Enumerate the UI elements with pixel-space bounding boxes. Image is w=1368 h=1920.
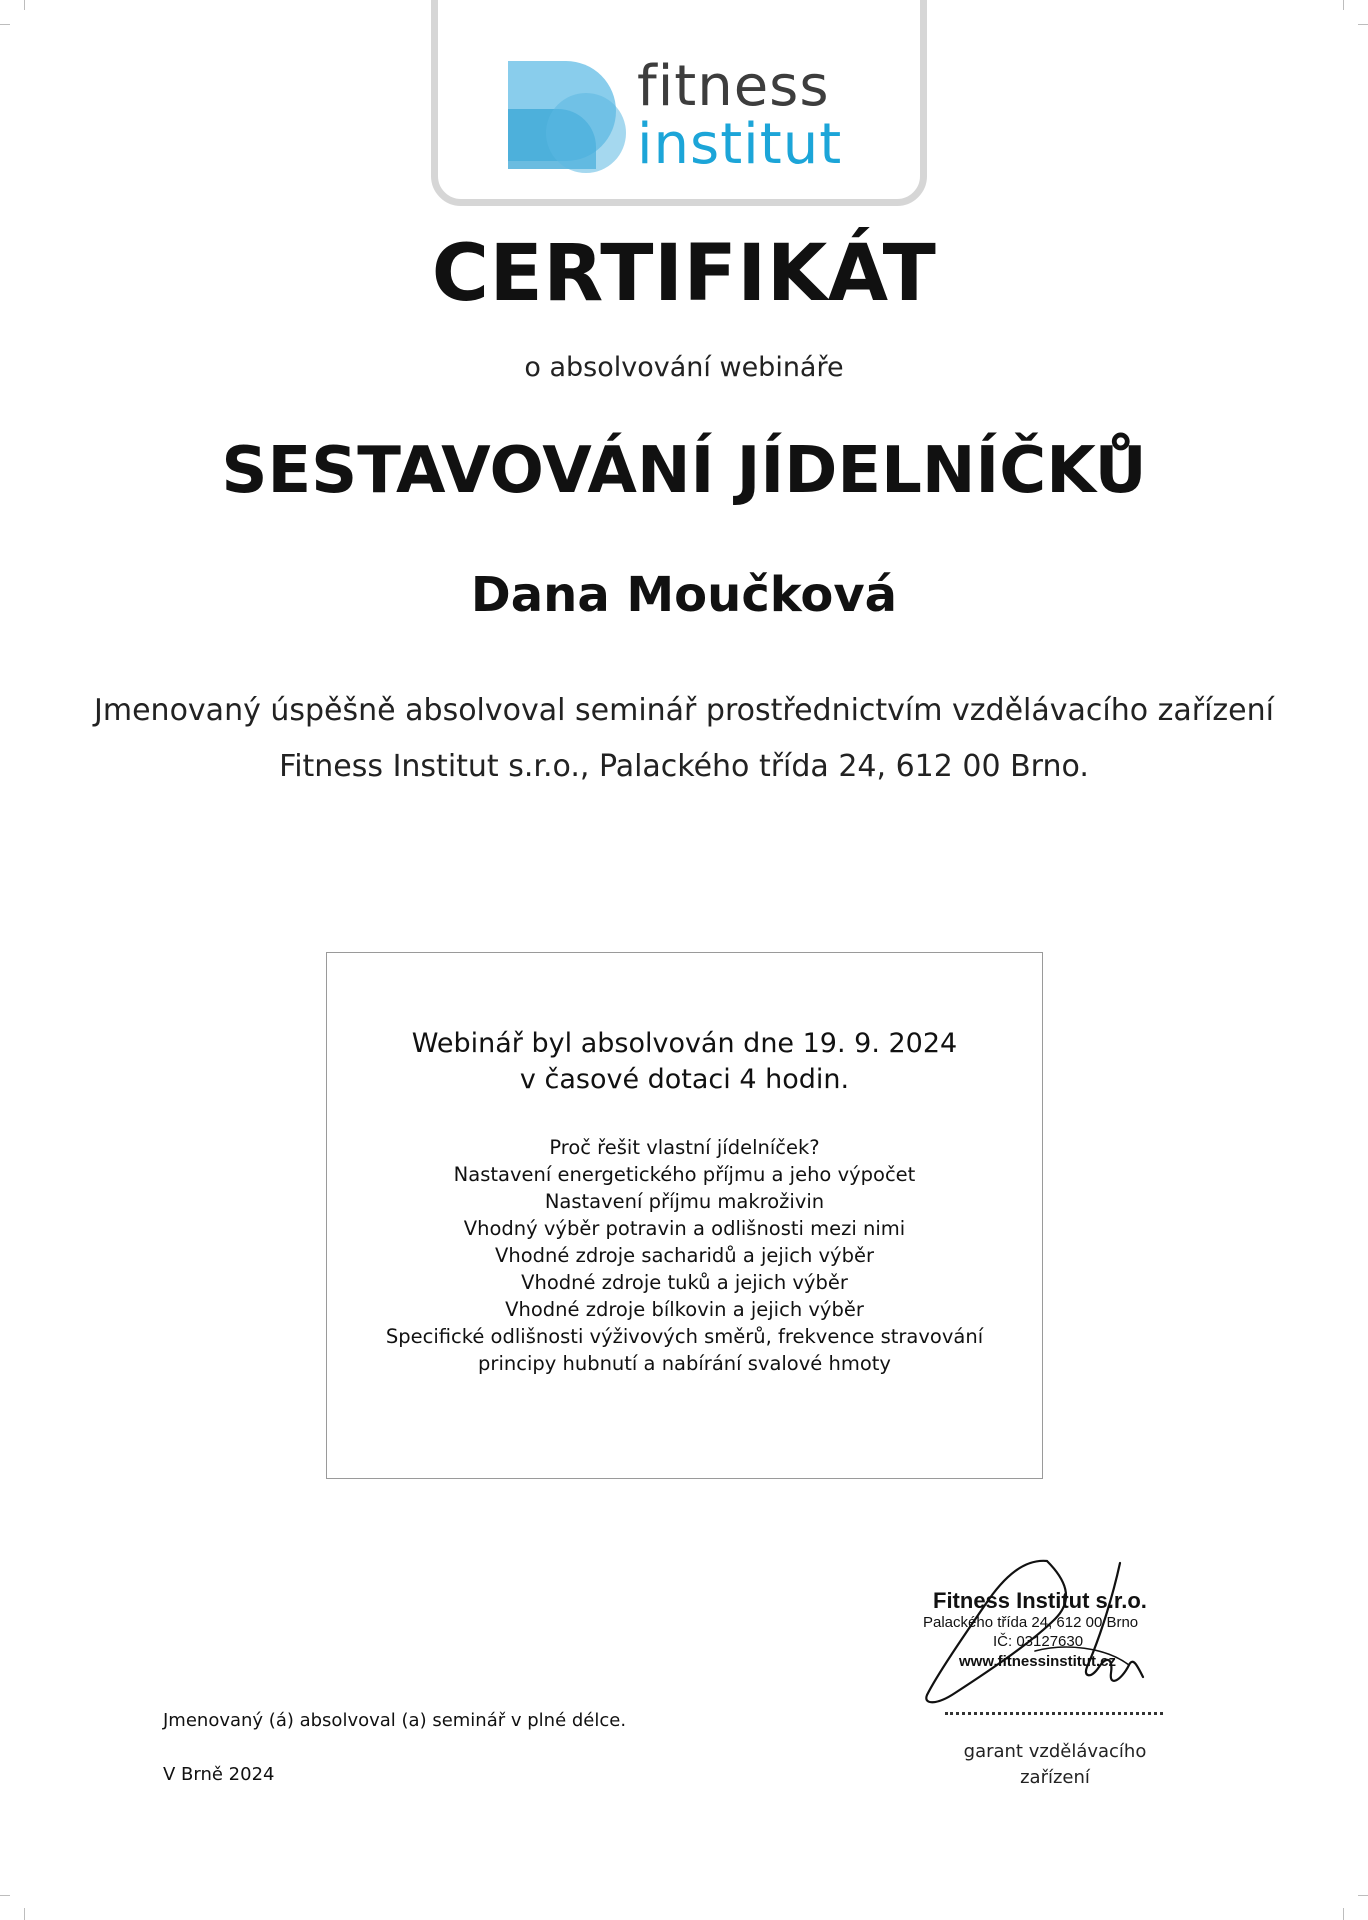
topic-item: Vhodné zdroje sacharidů a jejich výběr bbox=[495, 1244, 874, 1267]
topic-item: Vhodné zdroje bílkovin a jejich výběr bbox=[505, 1298, 864, 1321]
recipient-name: Dana Moučková bbox=[470, 567, 898, 623]
guarantor-caption-line-2: zařízení bbox=[1020, 1767, 1090, 1788]
topic-item: Vhodný výběr potravin a odlišnosti mezi nimi bbox=[463, 1217, 906, 1240]
guarantor-caption bbox=[940, 1739, 1170, 1791]
certificate-subtitle: o absolvování webináře bbox=[524, 352, 844, 383]
description-line-2: Fitness Institut s.r.o., Palackého třída 24, 612 00 Brno. bbox=[279, 749, 1089, 784]
topic-item: Specifické odlišnosti výživových směrů, frekvence stravování bbox=[385, 1325, 984, 1348]
logo-frame bbox=[431, 0, 927, 206]
course-name: SESTAVOVÁNÍ JÍDELNÍČKŮ bbox=[221, 434, 1147, 508]
topic-item: Vhodné zdroje tuků a jejich výběr bbox=[521, 1271, 848, 1294]
stamp-company-id: IČ: 03127630 bbox=[993, 1633, 1084, 1650]
logo-word-institut: institut bbox=[637, 112, 843, 177]
signature-line bbox=[945, 1712, 1163, 1715]
description-line-1: Jmenovaný úspěšně absolvoval seminář prostřednictvím vzdělávacího zařízení bbox=[94, 693, 1274, 728]
crop-mark-bottom-right-h bbox=[1358, 1895, 1368, 1896]
company-stamp bbox=[915, 1555, 1175, 1705]
crop-mark-bottom-left-v bbox=[24, 1908, 25, 1920]
logo-word-fitness: fitness bbox=[637, 54, 830, 119]
crop-mark-top-left-h bbox=[0, 24, 10, 25]
topic-item: Nastavení energetického příjmu a jeho výpočet bbox=[453, 1163, 916, 1186]
crop-mark-bottom-right-v bbox=[1343, 1908, 1344, 1920]
webinar-duration-line: v časové dotaci 4 hodin. bbox=[519, 1064, 850, 1095]
completion-note: Jmenovaný (á) absolvoval (a) seminář v plné délce. bbox=[163, 1710, 627, 1731]
place-date: V Brně 2024 bbox=[163, 1764, 275, 1785]
topic-item: principy hubnutí a nabírání svalové hmoty bbox=[478, 1352, 891, 1375]
crop-mark-top-left-v bbox=[24, 0, 25, 10]
topic-item: Nastavení příjmu makroživin bbox=[544, 1190, 825, 1213]
stamp-address: Palackého třída 24, 612 00 Brno bbox=[923, 1614, 1139, 1631]
guarantor-caption-line-1: garant vzdělávacího bbox=[963, 1741, 1147, 1762]
webinar-date-line: Webinář byl absolvován dne 19. 9. 2024 bbox=[411, 1028, 958, 1059]
crop-mark-bottom-left-h bbox=[0, 1895, 10, 1896]
crop-mark-top-right-h bbox=[1358, 24, 1368, 25]
certificate-title: CERTIFIKÁT bbox=[431, 229, 937, 319]
webinar-info-box bbox=[326, 952, 1043, 1479]
stamp-website: www.fitnessinstitut.cz bbox=[959, 1653, 1116, 1670]
topic-item: Proč řešit vlastní jídelníček? bbox=[549, 1136, 820, 1159]
signature-icon bbox=[915, 1555, 1175, 1705]
topic-list bbox=[327, 1134, 1042, 1377]
crop-mark-top-right-v bbox=[1343, 0, 1344, 10]
stamp-company-name: Fitness Institut s.r.o. bbox=[933, 1588, 1147, 1613]
logo-mark-icon bbox=[508, 61, 628, 176]
